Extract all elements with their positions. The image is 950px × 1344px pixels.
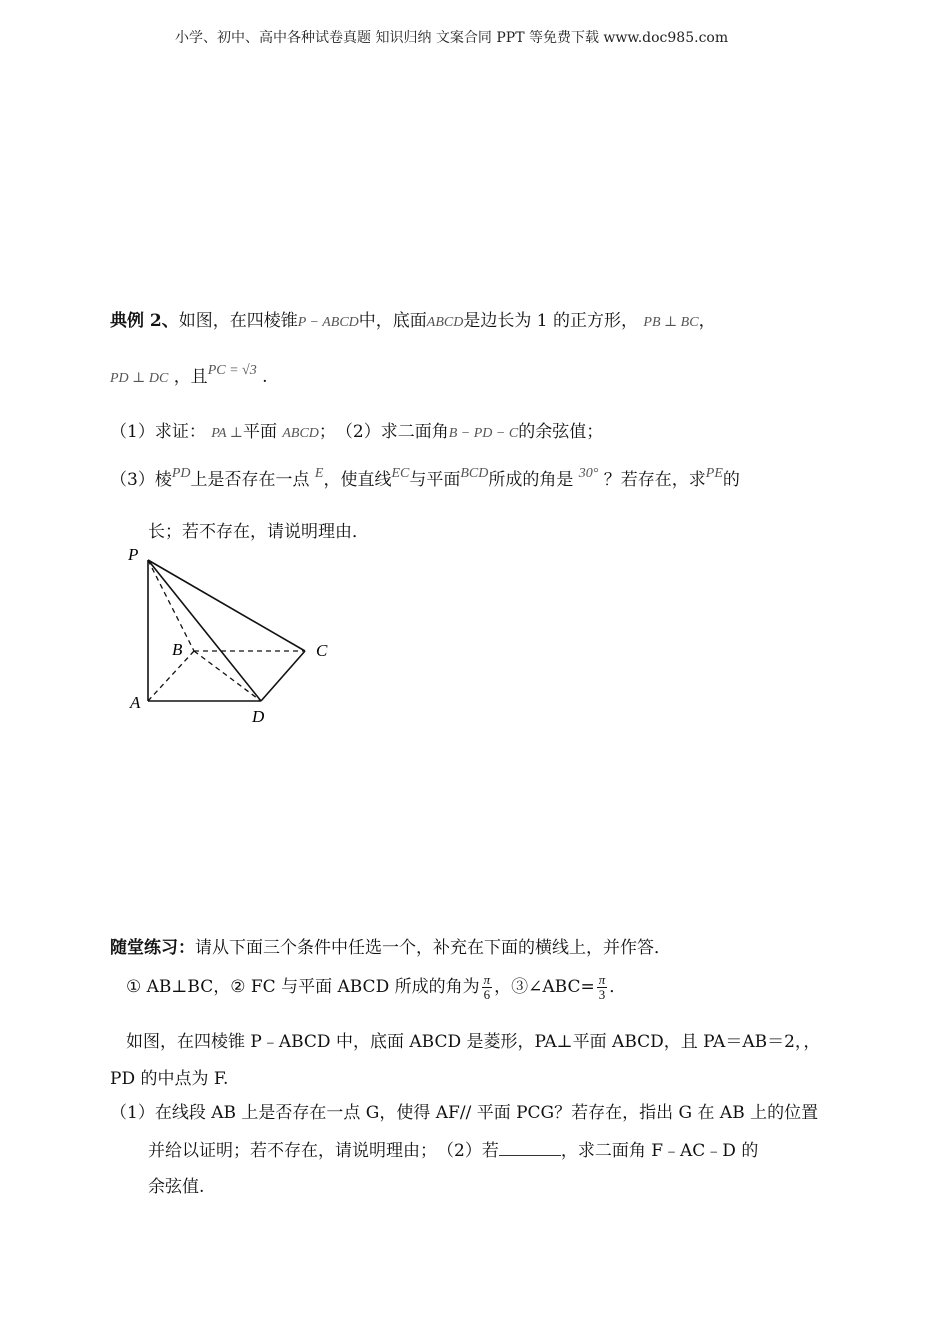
- text: 请从下面三个条件中任选一个，补充在下面的横线上，并作答．: [195, 938, 671, 958]
- label-A: A: [130, 693, 141, 712]
- answer-blank: [499, 1141, 561, 1156]
- math: PD ⊥ DC: [110, 371, 169, 386]
- text: 中，底面: [358, 311, 427, 331]
- math: PA ⊥: [211, 426, 243, 441]
- practice-q1-line-3: 余弦值.: [148, 1177, 205, 1197]
- numerator: π: [598, 972, 606, 987]
- math: PB ⊥ BC: [643, 315, 699, 330]
- text: 与平面: [409, 470, 461, 490]
- text: （3）棱: [110, 470, 172, 490]
- fraction-pi-3: [597, 973, 608, 1002]
- fraction-pi-6: [482, 973, 493, 1002]
- text: （1）求证：: [110, 422, 206, 442]
- edge-PC: [148, 560, 305, 651]
- practice-q1-line-2: [148, 1136, 758, 1161]
- text: ．: [609, 977, 627, 997]
- text: 的余弦值；: [518, 422, 604, 442]
- page-header: 小学、初中、高中各种试卷真题 知识归纳 文案合同 PPT 等免费下载 www.doc985.com: [175, 30, 729, 46]
- question-3-line-2: 长；若不存在，请说明理由．: [148, 522, 369, 542]
- math: ABCD: [282, 426, 319, 441]
- question-1-2: [110, 417, 603, 442]
- text: 并给以证明；若不存在，请说明理由； （2）若: [148, 1141, 499, 1161]
- example-line-1: [110, 306, 716, 331]
- label-P: P: [128, 545, 139, 564]
- math: PC = √3: [207, 363, 257, 378]
- numerator: π: [483, 972, 491, 987]
- math: E: [314, 466, 324, 481]
- question-3-line-1: [110, 465, 740, 490]
- text: 是边长为 1 的正方形，: [463, 311, 638, 331]
- edge-BA: [148, 651, 194, 701]
- example-line-2: [110, 362, 268, 387]
- practice-para-1: 如图，在四棱锥 P﹣ABCD 中，底面 ABCD 是菱形，PA⊥平面 ABCD，且 PA＝AB＝2，，: [126, 1032, 821, 1052]
- practice-q1-line-1: （1）在线段 AB 上是否存在一点 G，使得 AF// 平面 PCG？若存在，指出 G 在 AB 上的位置: [110, 1103, 819, 1123]
- edge-PD: [148, 560, 261, 701]
- pyramid-figure: [120, 540, 350, 730]
- math: B − PD − C: [448, 426, 519, 441]
- text: ，: [698, 311, 716, 331]
- text: .: [262, 367, 268, 387]
- label-B: B: [172, 640, 183, 659]
- math: 30°: [578, 466, 599, 481]
- text: ① AB⊥BC，② FC 与平面 ABCD 所成的角为: [126, 977, 480, 997]
- practice-intro: [110, 933, 671, 958]
- example-label: 典例 2、: [110, 311, 179, 331]
- text: ，③∠ABC=: [494, 977, 595, 997]
- practice-para-2: PD 的中点为 F.: [110, 1069, 229, 1089]
- text: 的: [722, 470, 740, 490]
- text: ； （2）求二面角: [318, 422, 449, 442]
- practice-conditions: [126, 972, 626, 1002]
- math: ABCD: [426, 315, 464, 330]
- label-C: C: [316, 641, 328, 660]
- practice-label: 随堂练习：: [110, 938, 195, 958]
- text: 所成的角是: [488, 470, 574, 490]
- text: 平面: [242, 422, 277, 442]
- math: EC: [391, 466, 410, 481]
- math: BCD: [460, 466, 489, 481]
- math: P − ABCD: [297, 315, 359, 330]
- label-D: D: [252, 707, 265, 726]
- text: 如图，在四棱锥: [178, 311, 298, 331]
- text: ？若存在，求: [603, 470, 706, 490]
- text: ，且: [173, 367, 208, 387]
- math: PD: [171, 466, 191, 481]
- text: 上是否存在一点: [190, 470, 310, 490]
- text: ，求二面角 F﹣AC﹣D 的: [560, 1141, 759, 1161]
- edge-DC: [261, 651, 305, 701]
- denominator: 3: [598, 987, 606, 1002]
- math: PE: [705, 466, 723, 481]
- denominator: 6: [483, 987, 491, 1002]
- text: ，使直线: [323, 470, 392, 490]
